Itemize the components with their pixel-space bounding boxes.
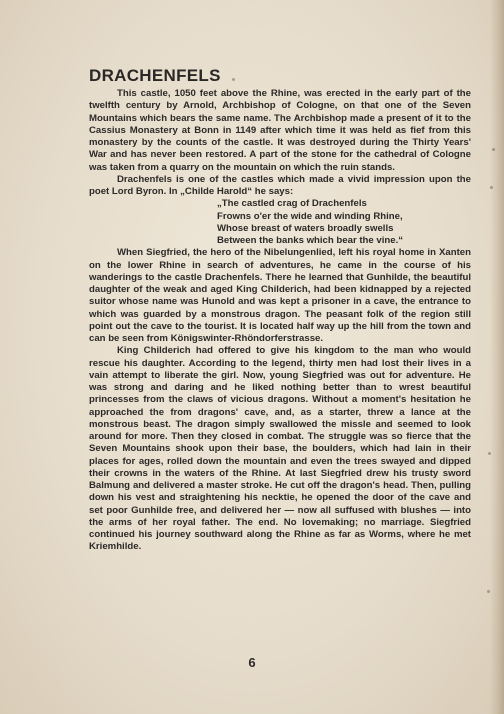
article-title: DRACHENFELS — [89, 66, 221, 85]
verse-line: Whose breast of waters broadly swells — [217, 222, 394, 234]
paragraph: This castle, 1050 feet above the Rhine, was erected in the early part of the twelfth century by Arnold, Archbishop of Cologne, on that one of the Seven Mountains which bears the same name. The Archbishop made a present of it to the Cassius Monastery at Bonn in 1149 after which time it was held as fief from this monastery by the counts of the castle. It was destroyed during the Thirty Years' War and has never been restored. A part of the stone for the cathedral of Cologne was taken from a quarry on the mountain on which the ruin stands. — [89, 88, 471, 173]
page-edge-shadow — [490, 0, 504, 714]
poem-quote — [217, 198, 471, 247]
paper-speck — [492, 148, 495, 151]
article — [89, 66, 471, 554]
paragraph: King Childerich had offered to give his kingdom to the man who would rescue his daughter. According to the legend, thirty men had lost their lives in a vain attempt to liberate the girl. Now, young Siegfried was out for adventure. He was strong and daring and he liked nothing better than to wrest beautiful princesses from the claws of vicious dragons. Without a moment's hesitation he approached the from dragons' cave, and, as a starter, threw a lance at the monstrous beast. The dragon simply swallowed the missle and seemed to look around for more. Then they closed in combat. The struggle was so fierce that the Seven Mountains shook upon their base, the boulders, which had lain in their places for ages, rolled down the mountain and even the trees swayed and dipped their crowns in the waters of the Rhine. At last Siegfried drew his trusty sword Balmung and delivered a master stroke. He cut off the dragon's head. Then, pulling down his vest and straightening his necktie, he opened the door of the cave and set poor Gunhilde free, and delivered her — now all suffused with blushes — into the arms of her royal father. The end. No lovemaking; no marriage. Siegfried continued his journey southward along the Rhine as far as Worms, where he met Kriemhilde. — [89, 345, 471, 553]
paper-speck — [488, 452, 491, 455]
verse-line: Between the banks which bear the vine.“ — [217, 235, 404, 246]
verse-line: „The castled crag of Drachenfels — [217, 198, 367, 210]
verse-line: Frowns o'er the wide and winding Rhine, — [217, 210, 403, 222]
paper-speck — [487, 590, 490, 593]
page-number: 6 — [248, 655, 256, 670]
paper-speck — [490, 186, 493, 189]
paragraph: When Siegfried, the hero of the Nibelungenlied, left his royal home in Xanten on the lower Rhine in search of adventures, he came in the course of his wanderings to the castle Drachenfels. There he learned that Gunhilde, the beautiful daughter of the weak and aged King Childerich, had been kidnapped by a rejected suitor whose name was Hunold and was kept a prisoner in a cave, the entrance to which was guarded by a monstrous dragon. The peasant folk of the region still point out the cave to the tourist. It is located half way up the hill from the town and can be seen from Königswinter-Rhöndorferstrasse. — [89, 247, 471, 344]
paragraph: Drachenfels is one of the castles which made a vivid impression upon the poet Lord Byron. In „Childe Harold“ he says: — [89, 173, 471, 197]
